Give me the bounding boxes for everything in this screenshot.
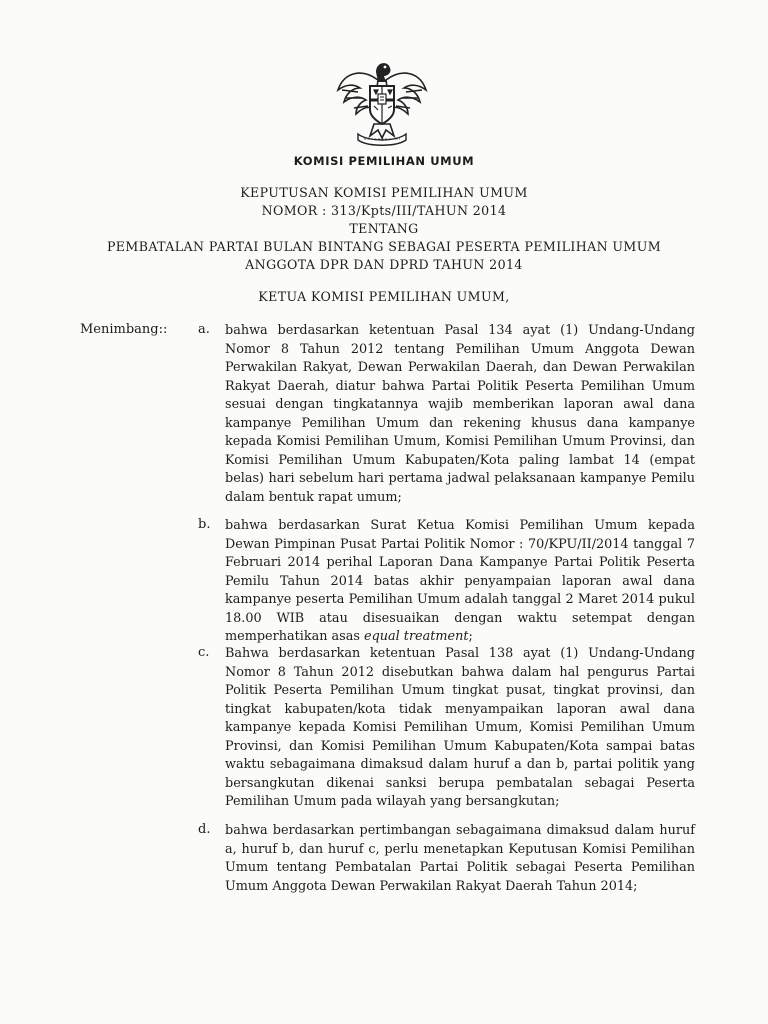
decree-number: NOMOR : 313/Kpts/III/TAHUN 2014: [261, 203, 507, 218]
decree-subject-line2: ANGGOTA DPR DAN DPRD TAHUN 2014: [245, 257, 523, 272]
item-text: bahwa berdasarkan ketentuan Pasal 134 ayat (1) Undang-Undang Nomor 8 Tahun 2012 tentang Pemilihan Umum Anggota Dewan Perwakilan Rakyat, Dewan Perwakilan Daerah, dan Dewan Perwakilan Rakyat Daerah, diatur bahwa Partai Politik Peserta Pemilihan Umum sesuai dengan tingkatannya wajib memberikan laporan awal dana kampanye Pemilihan Umum dan rekening khusus dana kampanye kepada Komisi Pemilihan Umum, Komisi Pemilihan Umum Provinsi, dan Komisi Pemilihan Umum Kabupaten/Kota paling lambat 14 (empat belas) hari sebelum hari pertama jadwal pelaksanaan kampanye Pemilu dalam bentuk rapat umum;: [225, 323, 695, 505]
item-letter: d.: [198, 822, 211, 837]
authority-heading: KETUA KOMISI PEMILIHAN UMUM,: [258, 289, 510, 304]
item-text-italic: equal treatment: [364, 629, 469, 644]
item-letter: b.: [198, 517, 211, 532]
item-text-end: ;: [468, 629, 473, 644]
item-letter: c.: [198, 645, 210, 660]
item-text-main: bahwa berdasarkan Surat Ketua Komisi Pemilihan Umum kepada Dewan Pimpinan Pusat Partai Politik Nomor : 70/KPU/II/2014 tanggal 7 Februari 2014 perihal Laporan Dana Kampanye Partai Politik Peserta Pemilu Tahun 2014 batas akhir penyampaian laporan awal dana kampanye peserta Pemilihan Umum adalah tanggal 2 Maret 2014 pukul 18.00 WIB atau disesuaikan dengan waktu setempat dengan memperhatikan asas: [225, 518, 695, 644]
item-letter: a.: [198, 322, 210, 337]
considering-label: Menimbang::: [80, 322, 168, 337]
item-text: Bahwa berdasarkan ketentuan Pasal 138 ayat (1) Undang-Undang Nomor 8 Tahun 2012 disebutkan bahwa dalam hal pengurus Partai Politik Peserta Pemilihan Umum tingkat pusat, tingkat provinsi, dan tingkat kabupaten/kota tidak menyampaikan laporan awal dana kampanye kepada Komisi Pemilihan Umum, Komisi Pemilihan Umum Provinsi, dan Komisi Pemilihan Umum Kabupaten/Kota sampai batas waktu sebagaimana dimaksud dalam huruf a dan b, partai politik yang bersangkutan dikenai sanksi berupa pembatalan sebagai Peserta Pemilihan Umum pada wilayah yang bersangkutan;: [225, 646, 695, 809]
decree-subject-line1: PEMBATALAN PARTAI BULAN BINTANG SEBAGAI PESERTA PEMILIHAN UMUM: [106, 239, 662, 254]
item-text: bahwa berdasarkan pertimbangan sebagaimana dimaksud dalam huruf a, huruf b, dan huruf c, perlu menetapkan Keputusan Komisi Pemilihan Umum tentang Pembatalan Partai Politik sebagai Peserta Pemilihan Umum Anggota Dewan Perwakilan Rakyat Daerah Tahun 2014;: [225, 823, 695, 894]
decree-title: KEPUTUSAN KOMISI PEMILIHAN UMUM: [240, 185, 528, 200]
decree-about: TENTANG: [349, 221, 419, 236]
item-text: [225, 517, 695, 647]
garuda-emblem: [332, 50, 432, 150]
institution-name: KOMISI PEMILIHAN UMUM: [293, 154, 475, 168]
